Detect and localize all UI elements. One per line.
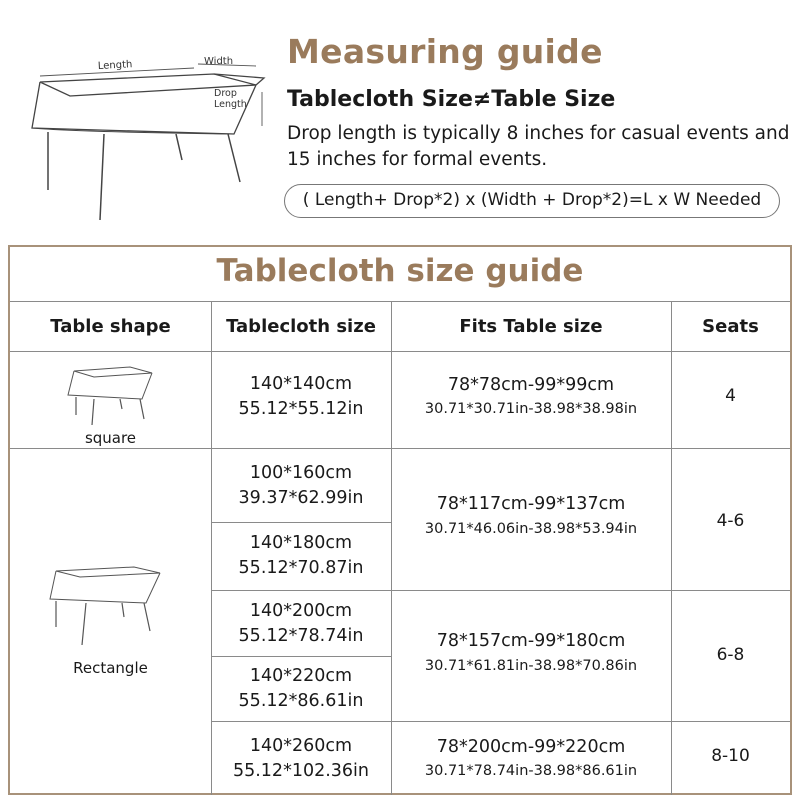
grid-line [211,656,391,657]
fits-size-cm: 78*157cm-99*180cm [436,631,626,651]
square-table-icon [60,359,160,431]
fits-size-cm: 78*200cm-99*220cm [436,737,626,757]
fits-size-in: 30.71*78.74in-38.98*86.61in [424,763,638,779]
grid-line [10,351,790,352]
seats-value: 6-8 [716,645,745,665]
cloth-size-in: 55.12*86.61in [238,691,364,711]
drop-label: Drop [214,88,237,99]
header-tablecloth-size: Tablecloth size [226,316,376,337]
cloth-size-in: 55.12*102.36in [232,761,370,781]
cloth-size-in: 55.12*55.12in [238,399,364,419]
header-seats: Seats [702,316,759,337]
cloth-size-cm: 100*160cm [249,463,353,483]
drop-length-label: Length [214,99,247,110]
rectangle-table-icon [42,559,172,651]
fits-size-in: 30.71*30.71in-38.98*38.98in [424,401,638,417]
size-heading: Tablecloth Size≠Table Size [287,87,616,112]
grid-line [211,522,391,523]
fits-size-cm: 78*117cm-99*137cm [436,494,626,514]
grid-line [10,301,790,302]
grid-line [211,590,790,591]
measuring-guide-title: Measuring guide [287,32,603,71]
width-label: Width [204,56,234,67]
cloth-size-in: 39.37*62.99in [238,488,364,508]
cloth-size-cm: 140*260cm [249,736,353,756]
shape-label-rectangle: Rectangle [73,659,148,677]
cloth-size-in: 55.12*70.87in [238,558,364,578]
seats-value: 4-6 [716,511,745,531]
fits-size-cm: 78*78cm-99*99cm [447,375,615,395]
measuring-guide-section [0,0,800,245]
grid-line [211,721,790,722]
seats-value: 4 [725,386,736,406]
header-fits-table-size: Fits Table size [459,316,603,337]
fits-size-in: 30.71*61.81in-38.98*70.86in [424,658,638,674]
drop-length-text: Drop length is typically 8 inches for casual events and 15 inches for formal events. [287,123,790,170]
size-formula: ( Length+ Drop*2) x (Width + Drop*2)=L x W Needed [284,184,780,218]
size-guide-title: Tablecloth size guide [216,253,584,289]
fits-size-in: 30.71*46.06in-38.98*53.94in [424,521,638,537]
shape-label-square: square [84,429,137,447]
grid-line [10,448,790,449]
length-label: Length [97,59,133,72]
cloth-size-cm: 140*220cm [249,666,353,686]
cloth-size-cm: 140*140cm [249,374,353,394]
cloth-size-cm: 140*180cm [249,533,353,553]
cloth-size-in: 55.12*78.74in [238,626,364,646]
header-table-shape: Table shape [50,316,171,337]
cloth-size-cm: 140*200cm [249,601,353,621]
table-measure-diagram [18,40,280,230]
grid-line [671,301,672,795]
size-guide-frame [8,245,792,795]
seats-value: 8-10 [711,746,750,766]
